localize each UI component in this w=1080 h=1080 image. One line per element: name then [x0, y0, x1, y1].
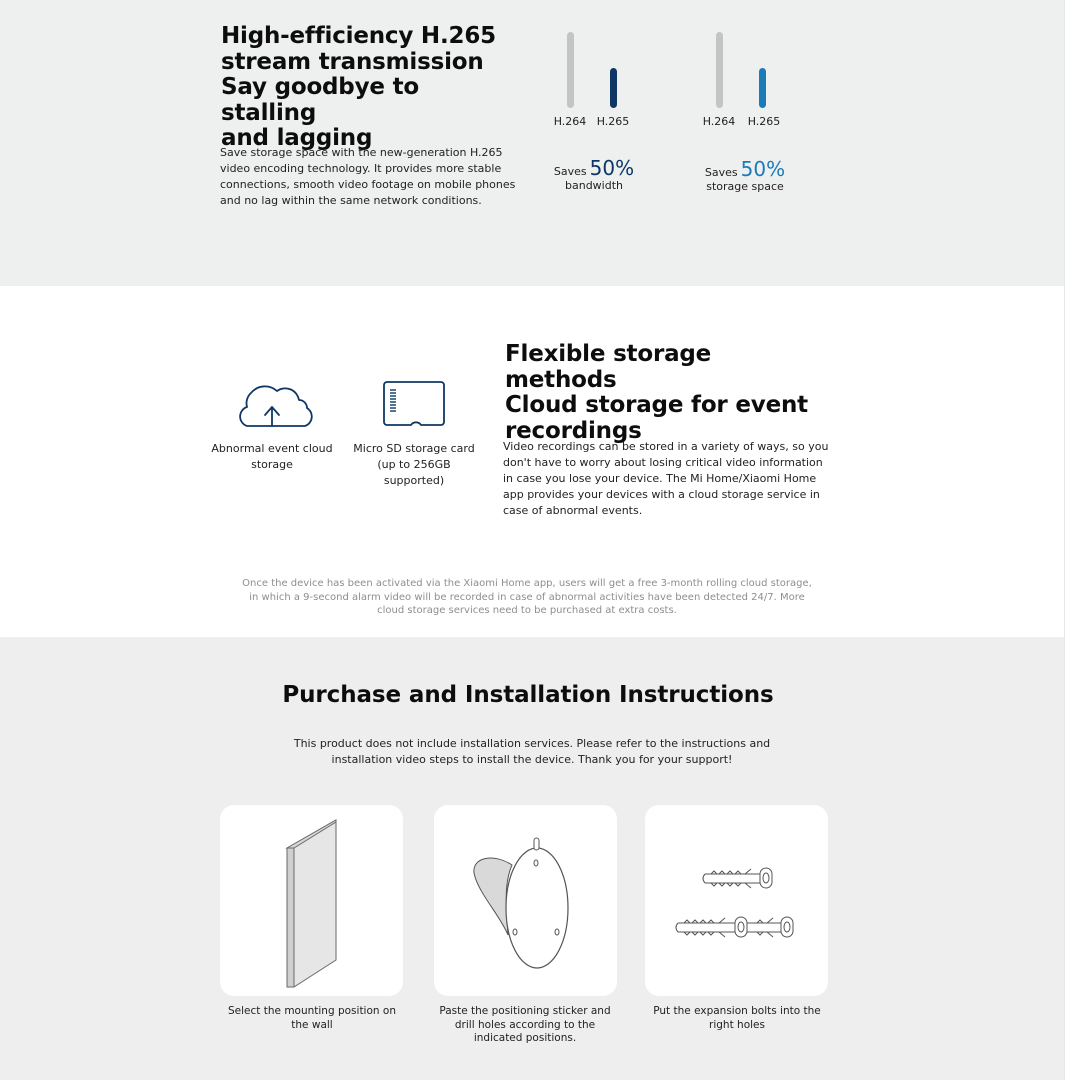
feature-label: storage [251, 458, 293, 471]
note-line: Once the device has been activated via the Xiaomi Home app, users will get a free 3-month rolling cloud storage, [242, 578, 812, 589]
page-right-gutter [1064, 0, 1080, 1080]
feature-label: Abnormal event cloud [211, 442, 333, 455]
note-line: cloud storage services need to be purchased at extra costs. [377, 605, 677, 616]
saves-metric: storage space [706, 180, 784, 193]
feature-label: (up to 256GB [377, 458, 451, 471]
saves-label: Saves [553, 165, 587, 178]
step-card-bolts [645, 805, 828, 996]
step-card-sticker [434, 805, 617, 996]
installation-section [0, 637, 1064, 1080]
h264-bar [567, 32, 574, 108]
feature-cloud-storage [208, 377, 336, 473]
storage-description: Video recordings can be stored in a variety of ways, so you don't have to worry about losing critical video information in case you lose your device. The Mi Home/Xiaomi Home app provides your devices with a cloud storage service in case of abnormal events. [503, 440, 829, 517]
step-caption [642, 1005, 832, 1032]
storage-comparison-chart [690, 28, 800, 198]
h264-bar [716, 32, 723, 108]
saves-label: Saves [704, 166, 738, 179]
caption-line: Paste the positioning sticker and [439, 1005, 611, 1017]
title-line: recordings [505, 417, 642, 444]
expansion-bolts-icon [645, 805, 828, 996]
storage-section [0, 286, 1064, 637]
h265-title [221, 24, 521, 152]
caption-line: indicated positions. [473, 1032, 577, 1044]
bandwidth-comparison-chart [539, 28, 649, 198]
title-line: High-efficiency H.265 [221, 23, 496, 49]
cloud-storage-note [240, 577, 814, 618]
installation-intro [290, 736, 774, 768]
feature-micro-sd [350, 379, 478, 489]
caption-line: Select the mounting position on [228, 1005, 396, 1017]
step-card-wall [220, 805, 403, 996]
h265-section [0, 0, 1064, 286]
caption-line: Put the expansion bolts into the [653, 1005, 821, 1017]
saves-percent: 50% [740, 157, 786, 181]
installation-title: Purchase and Installation Instructions [282, 682, 774, 708]
step-caption [430, 1005, 620, 1046]
feature-label: supported) [383, 474, 445, 487]
title-line: Say goodbye to stalling [221, 74, 419, 126]
h264-label: H.264 [553, 115, 587, 128]
title-line: stream transmission [221, 48, 484, 75]
saves-line [690, 157, 800, 181]
intro-line: installation video steps to install the device. Thank you for your support! [331, 753, 733, 766]
h264-label: H.264 [702, 115, 736, 128]
cloud-upload-icon [227, 377, 317, 429]
micro-sd-card-icon [381, 379, 447, 429]
h265-label: H.265 [596, 115, 630, 128]
title-line: Flexible storage methods [505, 341, 712, 393]
note-line: in which a 9-second alarm video will be recorded in case of abnormal activities have been detected 24/7. More [249, 591, 805, 603]
positioning-sticker-icon [434, 805, 617, 996]
h265-label: H.265 [747, 115, 781, 128]
caption-line: right holes [709, 1018, 765, 1031]
h265-bar [759, 68, 766, 108]
intro-line: This product does not include installation services. Please refer to the instructions and [293, 737, 771, 750]
h265-description: Save storage space with the new-generation H.265 video encoding technology. It provides more stable connections, smooth video footage on mobile phones and no lag within the same network conditions. [220, 146, 516, 207]
title-line: Cloud storage for event [505, 392, 808, 418]
h265-bar [610, 68, 617, 108]
storage-title [505, 342, 825, 444]
saves-metric: bandwidth [565, 179, 623, 192]
saves-line [539, 156, 649, 180]
feature-label: Micro SD storage card [353, 442, 475, 455]
saves-percent: 50% [589, 156, 635, 180]
title-line: and lagging [221, 125, 373, 151]
wall-panel-icon [220, 805, 403, 996]
caption-line: the wall [291, 1018, 333, 1031]
caption-line: drill holes according to the [454, 1018, 596, 1031]
step-caption [217, 1005, 407, 1032]
